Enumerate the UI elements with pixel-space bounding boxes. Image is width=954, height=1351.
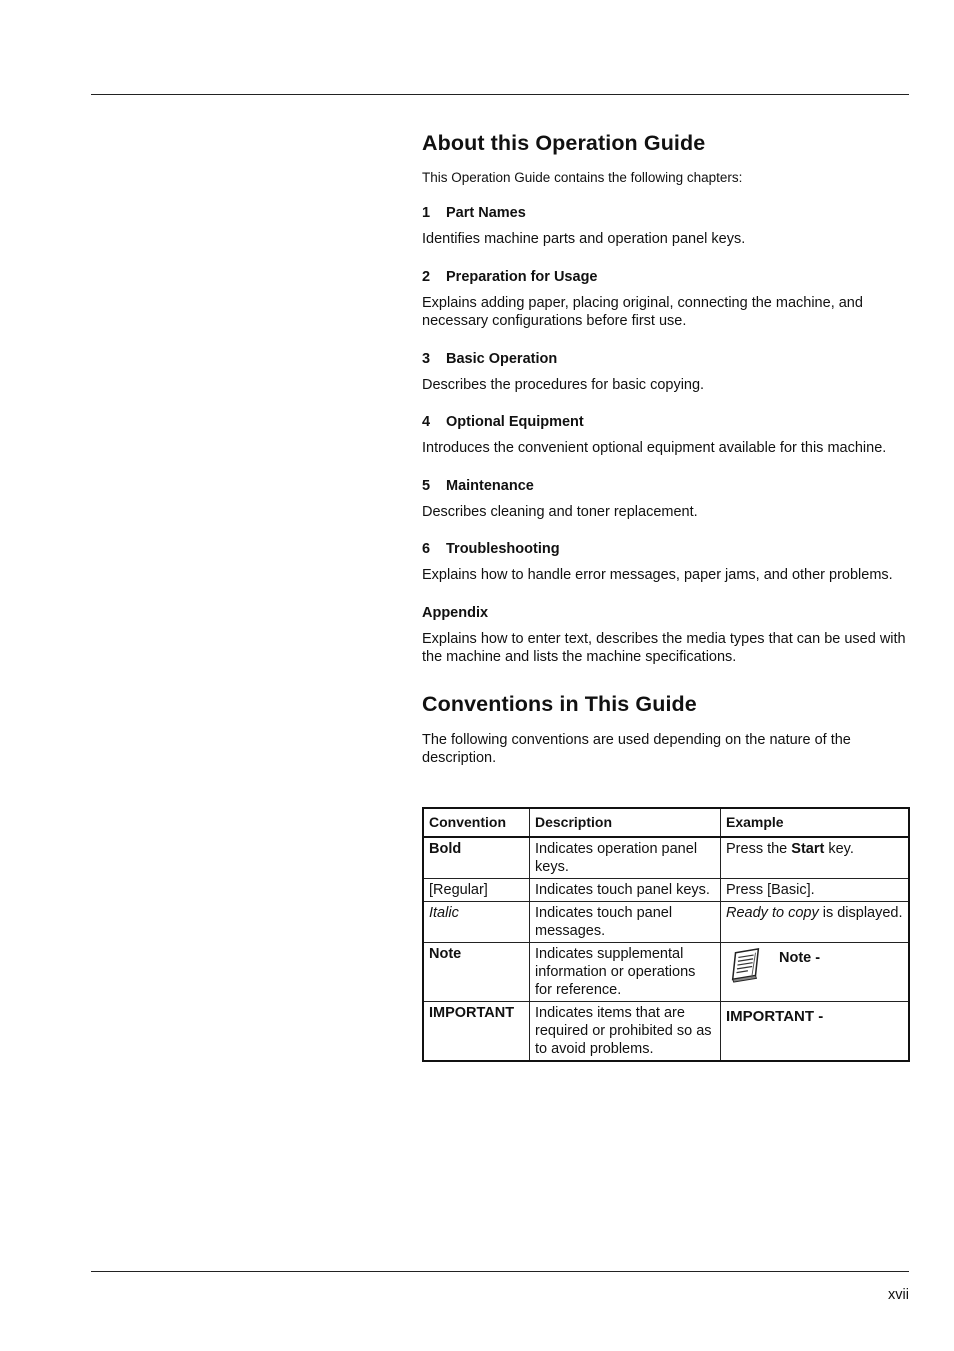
example-cell — [721, 943, 910, 1002]
convention-cell: Bold — [423, 837, 530, 879]
description-cell: Indicates touch panel keys. — [530, 879, 721, 902]
main-content — [422, 128, 910, 768]
description-cell: Indicates items that are required or prohibited so as to avoid problems. — [530, 1002, 721, 1062]
chapter-title: Basic Operation — [446, 350, 558, 367]
chapter-description: Describes cleaning and toner replacement. — [422, 503, 698, 520]
chapter-item — [422, 413, 910, 458]
convention-cell: Italic — [423, 902, 530, 943]
chapter-item — [422, 477, 910, 522]
intro-text: This Operation Guide contains the following chapters: — [422, 170, 743, 185]
appendix-description: Explains how to enter text, describes the media types that can be used with the machine and lists the machine specifications. — [422, 630, 906, 665]
example-cell: Press [Basic]. — [721, 879, 910, 902]
chapter-description: Describes the procedures for basic copying. — [422, 376, 705, 393]
conventions-table — [422, 807, 910, 1062]
table-header-row — [423, 808, 909, 837]
important-label: IMPORTANT - — [726, 1008, 824, 1025]
column-header: Example — [721, 808, 910, 837]
chapter-item — [422, 204, 910, 249]
chapter-number: 5 — [422, 477, 431, 494]
table-row — [423, 943, 909, 1002]
chapter-description: Explains how to handle error messages, paper jams, and other problems. — [422, 567, 893, 583]
chapter-title: Part Names — [446, 205, 526, 221]
chapter-description: Identifies machine parts and operation panel keys. — [422, 231, 746, 247]
chapter-item — [422, 540, 910, 585]
table-row — [423, 837, 909, 879]
example-text: Press the — [726, 841, 792, 857]
chapter-description: Introduces the convenient optional equipment available for this machine. — [422, 440, 887, 456]
chapter-item — [422, 268, 910, 331]
description-cell: Indicates touch panel messages. — [530, 902, 721, 943]
note-label: Note - — [779, 950, 821, 966]
convention-cell: [Regular] — [423, 879, 530, 902]
chapter-number: 6 — [422, 541, 431, 557]
column-header: Description — [530, 808, 721, 837]
chapter-title: Troubleshooting — [446, 541, 560, 557]
chapter-item — [422, 350, 910, 395]
chapter-description: Explains adding paper, placing original, connecting the machine, and necessary configurations before first use. — [422, 294, 863, 329]
footer-rule — [91, 1271, 909, 1272]
conventions-title: Conventions in This Guide — [422, 691, 697, 716]
example-message: Ready to copy — [726, 905, 819, 921]
example-text: is displayed. — [818, 905, 903, 921]
example-key: Start — [791, 841, 825, 857]
description-cell: Indicates supplemental information or operations for reference. — [530, 943, 721, 1002]
convention-cell: Note — [423, 943, 530, 1002]
example-text: key. — [824, 841, 854, 857]
example-cell — [721, 902, 910, 943]
appendix-title: Appendix — [422, 604, 489, 621]
table-row — [423, 879, 909, 902]
chapter-title: Preparation for Usage — [446, 268, 598, 285]
header-rule — [91, 94, 909, 95]
conventions-intro: The following conventions are used depending on the nature of the description. — [422, 731, 851, 766]
chapter-number: 2 — [422, 268, 431, 285]
chapter-number: 4 — [422, 414, 431, 430]
page-title: About this Operation Guide — [422, 131, 706, 155]
notepad-icon — [727, 947, 765, 985]
example-cell — [721, 1002, 910, 1062]
column-header: Convention — [423, 808, 530, 837]
table-row — [423, 1002, 909, 1062]
table-row — [423, 902, 909, 943]
appendix-item — [422, 604, 910, 667]
chapter-title: Maintenance — [446, 477, 534, 494]
page-number: xvii — [888, 1287, 909, 1303]
chapter-number: 1 — [422, 205, 431, 221]
convention-cell: IMPORTANT — [423, 1002, 530, 1062]
chapter-number: 3 — [422, 350, 431, 367]
chapter-title: Optional Equipment — [446, 414, 584, 430]
description-cell: Indicates operation panel keys. — [530, 837, 721, 879]
example-cell — [721, 837, 910, 879]
